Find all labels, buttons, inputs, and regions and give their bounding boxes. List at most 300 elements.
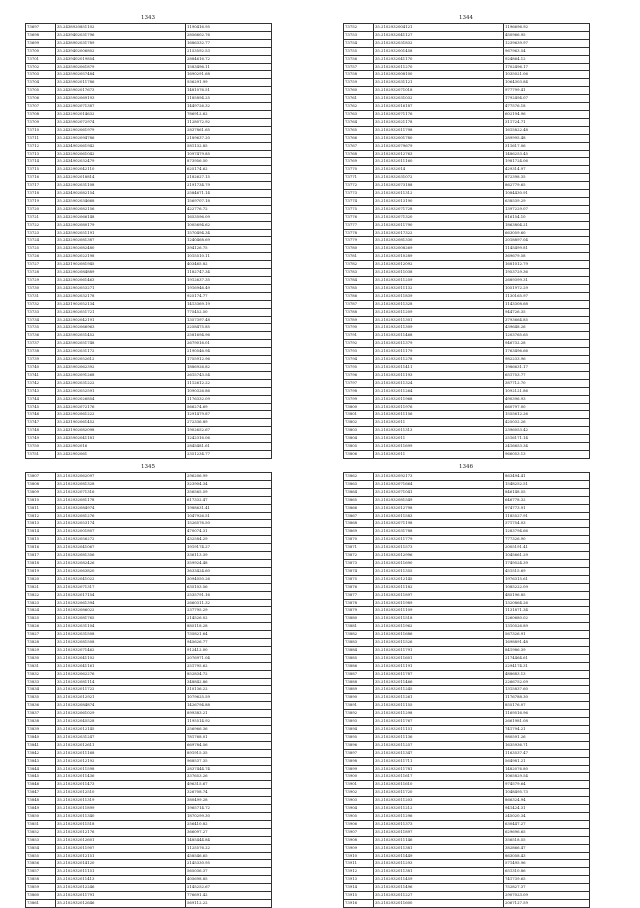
- coordinate-cell: 35.2432902066148: [56, 213, 186, 221]
- coordinate-cell: 35.2102932071041: [374, 488, 504, 496]
- coordinate-cell: 35.2432902084889: [56, 269, 186, 277]
- value-cell: 1035021.06: [504, 71, 590, 79]
- coordinate-cell: 35.2432902061: [56, 450, 186, 458]
- coordinate-cell: 35.2102932011151: [56, 868, 186, 876]
- table-row: [26, 488, 272, 496]
- row-id-cell: 73739: [26, 356, 56, 364]
- table-row: [344, 868, 590, 876]
- row-id-cell: 73871: [344, 544, 374, 552]
- row-id-cell: 73789: [344, 316, 374, 324]
- coordinate-cell: 35.2102932011598: [56, 765, 186, 773]
- coordinate-cell: 35.2102932010289: [374, 253, 504, 261]
- row-id-cell: 73722: [26, 221, 56, 229]
- coordinate-cell: 35.2102932011146: [374, 836, 504, 844]
- value-cell: 1131871.34: [504, 607, 590, 615]
- value-cell: 470074.31: [186, 528, 272, 536]
- table-row: [26, 340, 272, 348]
- row-id-cell: 73881: [344, 623, 374, 631]
- data-table: [343, 472, 590, 908]
- coordinate-cell: 35.2102932012646: [56, 899, 186, 907]
- row-id-cell: 73749: [26, 435, 56, 443]
- coordinate-cell: 35.2435902034668: [56, 197, 186, 205]
- table-row: [26, 379, 272, 387]
- row-id-cell: 73888: [344, 678, 374, 686]
- table-row: [344, 166, 590, 174]
- row-id-cell: 73814: [26, 528, 56, 536]
- row-id-cell: 73854: [26, 844, 56, 852]
- table-row: [26, 95, 272, 103]
- row-id-cell: 73772: [344, 182, 374, 190]
- value-cell: 638539.29: [504, 197, 590, 205]
- value-cell: 669784.56: [186, 741, 272, 749]
- coordinate-cell: 35.2431902081945: [56, 261, 186, 269]
- table-row: [344, 488, 590, 496]
- table-row: [26, 623, 272, 631]
- row-id-cell: 73745: [26, 403, 56, 411]
- row-id-cell: 73703: [26, 71, 56, 79]
- value-cell: 885118.28: [186, 623, 272, 631]
- row-id-cell: 73809: [26, 488, 56, 496]
- value-cell: 382866.47: [504, 844, 590, 852]
- table-row: [26, 435, 272, 443]
- row-id-cell: 73713: [26, 150, 56, 158]
- value-cell: 2884616.72: [186, 55, 272, 63]
- value-cell: 872398.35: [504, 174, 590, 182]
- value-cell: 567326.91: [504, 631, 590, 639]
- coordinate-cell: 35.2102932012145: [56, 726, 186, 734]
- value-cell: 1615822.48: [504, 126, 590, 134]
- table-row: [26, 899, 272, 907]
- coordinate-cell: 35.2102932041067: [56, 544, 186, 552]
- table-row: [26, 24, 272, 32]
- row-id-cell: 73774: [344, 197, 374, 205]
- value-cell: 617332.47: [186, 496, 272, 504]
- page-number: 1344: [459, 15, 473, 21]
- coordinate-cell: 35.2102932011379: [374, 340, 504, 348]
- coordinate-cell: 35.2432902014632: [56, 110, 186, 118]
- value-cell: 256410.82: [186, 820, 272, 828]
- document-page: [25, 463, 271, 908]
- row-id-cell: 73820: [26, 575, 56, 583]
- table-row: [344, 411, 590, 419]
- row-id-cell: 73902: [344, 789, 374, 797]
- value-cell: 356565.59: [186, 488, 272, 496]
- coordinate-cell: 35.2435902051191: [56, 229, 186, 237]
- table-row: [26, 55, 272, 63]
- coordinate-cell: 35.2102932011: [374, 419, 504, 427]
- value-cell: 2661981.08: [504, 718, 590, 726]
- value-cell: 1981724.06: [504, 158, 590, 166]
- value-cell: 1965714.72: [186, 805, 272, 813]
- row-id-cell: 73702: [26, 63, 56, 71]
- value-cell: 1681012.79: [504, 261, 590, 269]
- value-cell: 1145499.81: [504, 245, 590, 253]
- row-id-cell: 73786: [344, 292, 374, 300]
- row-id-cell: 73887: [344, 670, 374, 678]
- row-id-cell: 73915: [344, 892, 374, 900]
- row-id-cell: 73909: [344, 844, 374, 852]
- row-id-cell: 73821: [26, 583, 56, 591]
- row-id-cell: 73797: [344, 379, 374, 387]
- table-row: [26, 702, 272, 710]
- value-cell: 924864.12: [504, 55, 590, 63]
- coordinate-cell: 35.2102932011298: [374, 710, 504, 718]
- coordinate-cell: 35.2102932041170: [374, 55, 504, 63]
- row-id-cell: 73706: [26, 95, 56, 103]
- value-cell: 625174.62: [186, 166, 272, 174]
- coordinate-cell: 35.2102932081114: [56, 678, 186, 686]
- value-cell: 1084430.91: [504, 190, 590, 198]
- value-cell: 1357397.48: [186, 316, 272, 324]
- row-id-cell: 73901: [344, 781, 374, 789]
- row-id-cell: 73788: [344, 308, 374, 316]
- value-cell: 1125576.22: [186, 844, 272, 852]
- table-row: [344, 899, 590, 907]
- table-row: [26, 559, 272, 567]
- value-cell: 873956.50: [186, 158, 272, 166]
- row-id-cell: 73736: [26, 332, 56, 340]
- row-id-cell: 73832: [26, 670, 56, 678]
- coordinate-cell: 35.2102932012763: [374, 150, 504, 158]
- table-row: [344, 781, 590, 789]
- value-cell: 735821.64: [186, 631, 272, 639]
- row-id-cell: 73802: [344, 419, 374, 427]
- value-cell: 1085222.09: [504, 583, 590, 591]
- row-id-cell: 73754: [344, 39, 374, 47]
- page-number: 1343: [141, 15, 155, 21]
- table-row: [26, 654, 272, 662]
- table-row: [344, 110, 590, 118]
- coordinate-cell: 35.2102932011109: [374, 607, 504, 615]
- coordinate-cell: 35.2102932031032: [374, 95, 504, 103]
- row-id-cell: 73756: [344, 55, 374, 63]
- table-row: [344, 371, 590, 379]
- table-row: [344, 158, 590, 166]
- coordinate-cell: 35.2102932081330: [374, 237, 504, 245]
- value-cell: 380499.28: [186, 797, 272, 805]
- value-cell: 1203765.65: [504, 332, 590, 340]
- value-cell: 1755912.96: [186, 356, 272, 364]
- row-id-cell: 73759: [344, 79, 374, 87]
- value-cell: 571495.96: [504, 860, 590, 868]
- table-row: [26, 39, 272, 47]
- coordinate-cell: 35.2102932063820: [56, 567, 186, 575]
- row-id-cell: 73757: [344, 63, 374, 71]
- coordinate-cell: 35.2102932011132: [374, 284, 504, 292]
- value-cell: 1763496.66: [504, 348, 590, 356]
- value-cell: 646778.32: [504, 496, 590, 504]
- table-row: [26, 237, 272, 245]
- coordinate-cell: 35.2432902080179: [56, 221, 186, 229]
- value-cell: 2174464.61: [504, 654, 590, 662]
- row-id-cell: 73855: [26, 852, 56, 860]
- coordinate-cell: 35.2102932012921: [56, 694, 186, 702]
- row-id-cell: 73815: [26, 536, 56, 544]
- row-id-cell: 73716: [26, 174, 56, 182]
- table-row: [344, 544, 590, 552]
- row-id-cell: 73763: [344, 110, 374, 118]
- value-cell: 841986.39: [504, 646, 590, 654]
- value-cell: 651753.77: [504, 371, 590, 379]
- value-cell: 1239639.97: [504, 39, 590, 47]
- coordinate-cell: 35.2102932011313: [374, 427, 504, 435]
- coordinate-cell: 35.2102932011319: [56, 797, 186, 805]
- table-row: [344, 47, 590, 55]
- row-id-cell: 73837: [26, 710, 56, 718]
- coordinate-cell: 35.2102932071320: [374, 213, 504, 221]
- row-id-cell: 73697: [26, 24, 56, 32]
- row-id-cell: 73825: [26, 615, 56, 623]
- value-cell: 899383.21: [186, 710, 272, 718]
- table-row: [344, 126, 590, 134]
- value-cell: 974579.64: [504, 781, 590, 789]
- coordinate-cell: 35.2102932011168: [56, 749, 186, 757]
- coordinate-cell: 35.2102932011962: [374, 623, 504, 631]
- table-row: [344, 31, 590, 39]
- table-row: [26, 528, 272, 536]
- data-table: [25, 23, 272, 459]
- row-id-cell: 73869: [344, 528, 374, 536]
- coordinate-cell: 35.2435902011786: [56, 79, 186, 87]
- coordinate-cell: 35.2102932011436: [56, 773, 186, 781]
- coordinate-cell: 35.2102932011203: [374, 797, 504, 805]
- coordinate-cell: 35.2102932084974: [56, 504, 186, 512]
- row-id-cell: 73785: [344, 284, 374, 292]
- row-id-cell: 73781: [344, 253, 374, 261]
- value-cell: 602194.96: [504, 110, 590, 118]
- table-row: [344, 733, 590, 741]
- value-cell: 891915.35: [186, 749, 272, 757]
- row-id-cell: 73896: [344, 741, 374, 749]
- row-id-cell: 73911: [344, 860, 374, 868]
- value-cell: 1548252.51: [504, 480, 590, 488]
- table-row: [344, 237, 590, 245]
- table-row: [26, 765, 272, 773]
- table-row: [344, 356, 590, 364]
- value-cell: 2076971.04: [186, 654, 272, 662]
- row-id-cell: 73866: [344, 504, 374, 512]
- table-row: [26, 277, 272, 285]
- table-row: [344, 757, 590, 765]
- value-cell: 941424.31: [504, 805, 590, 813]
- table-row: [26, 599, 272, 607]
- row-id-cell: 73834: [26, 686, 56, 694]
- table-row: [344, 63, 590, 71]
- row-id-cell: 73731: [26, 292, 56, 300]
- row-id-cell: 73860: [26, 892, 56, 900]
- row-id-cell: 73856: [26, 860, 56, 868]
- table-row: [344, 79, 590, 87]
- row-id-cell: 73800: [344, 403, 374, 411]
- row-id-cell: 73755: [344, 47, 374, 55]
- table-row: [344, 363, 590, 371]
- coordinate-cell: 35.2435902069193: [56, 95, 186, 103]
- row-id-cell: 73827: [26, 631, 56, 639]
- row-id-cell: 73767: [344, 142, 374, 150]
- row-id-cell: 73771: [344, 174, 374, 182]
- table-row: [344, 292, 590, 300]
- row-id-cell: 73698: [26, 31, 56, 39]
- coordinate-cell: 35.2431902052134: [56, 300, 186, 308]
- table-row: [26, 710, 272, 718]
- table-row: [344, 387, 590, 395]
- coordinate-cell: 35.2102932071176: [374, 110, 504, 118]
- row-id-cell: 73804: [344, 435, 374, 443]
- value-cell: 816154.10: [504, 213, 590, 221]
- row-id-cell: 73723: [26, 229, 56, 237]
- row-id-cell: 73801: [344, 411, 374, 419]
- value-cell: 348842.86: [186, 678, 272, 686]
- row-id-cell: 73913: [344, 876, 374, 884]
- coordinate-cell: 35.2102932011413: [56, 876, 186, 884]
- table-row: [26, 646, 272, 654]
- coordinate-cell: 35.2102932011989: [374, 599, 504, 607]
- coordinate-cell: 35.2435902062392: [56, 363, 186, 371]
- row-id-cell: 73738: [26, 348, 56, 356]
- value-cell: 1686332.77: [186, 39, 272, 47]
- table-row: [344, 504, 590, 512]
- value-cell: 2191734.79: [186, 182, 272, 190]
- row-id-cell: 73719: [26, 197, 56, 205]
- table-row: [26, 213, 272, 221]
- table-row: [26, 868, 272, 876]
- value-cell: 752827.37: [504, 884, 590, 892]
- coordinate-cell: 35.2102932011301: [374, 316, 504, 324]
- coordinate-cell: 35.2102932011787: [374, 670, 504, 678]
- value-cell: 1792494.07: [504, 95, 590, 103]
- coordinate-cell: 35.2102932011459: [374, 876, 504, 884]
- value-cell: 3633424.60: [186, 567, 272, 575]
- table-row: [344, 646, 590, 654]
- coordinate-cell: 35.2432902071387: [56, 103, 186, 111]
- coordinate-cell: 35.2432902061222: [56, 411, 186, 419]
- table-row: [344, 876, 590, 884]
- value-cell: 394126.75: [186, 245, 272, 253]
- table-row: [26, 63, 272, 71]
- coordinate-cell: 35.2102932011270: [374, 63, 504, 71]
- table-row: [344, 450, 590, 458]
- table-row: [26, 773, 272, 781]
- row-id-cell: 73780: [344, 245, 374, 253]
- row-id-cell: 73744: [26, 395, 56, 403]
- table-row: [344, 39, 590, 47]
- coordinate-cell: 35.2102932011227: [374, 892, 504, 900]
- table-row: [26, 575, 272, 583]
- value-cell: 1569707.18: [186, 197, 272, 205]
- value-cell: 405698.85: [186, 876, 272, 884]
- coordinate-cell: 35.2102932011600: [374, 899, 504, 907]
- row-id-cell: 73877: [344, 591, 374, 599]
- row-id-cell: 73895: [344, 733, 374, 741]
- coordinate-cell: 35.2102932011151: [374, 726, 504, 734]
- row-id-cell: 73831: [26, 662, 56, 670]
- row-id-cell: 73853: [26, 836, 56, 844]
- table-row: [26, 473, 272, 481]
- row-id-cell: 73841: [26, 741, 56, 749]
- row-id-cell: 73863: [344, 480, 374, 488]
- table-row: [344, 55, 590, 63]
- table-row: [26, 205, 272, 213]
- row-id-cell: 73790: [344, 324, 374, 332]
- value-cell: 1190416.95: [186, 24, 272, 32]
- row-id-cell: 73735: [26, 324, 56, 332]
- table-row: [344, 182, 590, 190]
- row-id-cell: 73890: [344, 694, 374, 702]
- row-id-cell: 73824: [26, 607, 56, 615]
- data-table: [343, 23, 590, 459]
- table-row: [26, 316, 272, 324]
- table-row: [344, 749, 590, 757]
- row-id-cell: 73892: [344, 710, 374, 718]
- coordinate-cell: 35.2102932012246: [56, 884, 186, 892]
- value-cell: 2845481.61: [186, 443, 272, 451]
- table-row: [344, 583, 590, 591]
- coordinate-cell: 35.2102932011791: [56, 892, 186, 900]
- coordinate-cell: 35.2438920851102: [56, 24, 186, 32]
- row-id-cell: 73822: [26, 591, 56, 599]
- value-cell: 1526576.50: [186, 520, 272, 528]
- coordinate-cell: 35.2102932012601: [56, 836, 186, 844]
- table-row: [344, 229, 590, 237]
- coordinate-cell: 35.2432902052612: [56, 356, 186, 364]
- value-cell: 967963.54: [504, 47, 590, 55]
- value-cell: 251795.62: [186, 662, 272, 670]
- coordinate-cell: 35.2102932011257: [374, 741, 504, 749]
- table-row: [344, 245, 590, 253]
- coordinate-cell: 35.2102932011381: [374, 868, 504, 876]
- coordinate-cell: 35.2102932011293: [374, 860, 504, 868]
- row-id-cell: 73795: [344, 363, 374, 371]
- table-row: [26, 118, 272, 126]
- value-cell: 490396.93: [504, 395, 590, 403]
- row-id-cell: 73845: [26, 773, 56, 781]
- value-cell: 776691.42: [186, 892, 272, 900]
- value-cell: 237795.29: [186, 607, 272, 615]
- row-id-cell: 73846: [26, 781, 56, 789]
- row-id-cell: 73884: [344, 646, 374, 654]
- table-row: [344, 340, 590, 348]
- coordinate-cell: 35.2102932001458: [374, 47, 504, 55]
- table-row: [26, 615, 272, 623]
- table-row: [26, 876, 272, 884]
- coordinate-cell: 35.2102932011686: [374, 631, 504, 639]
- row-id-cell: 73836: [26, 702, 56, 710]
- value-cell: 1426794.88: [186, 702, 272, 710]
- table-row: [26, 520, 272, 528]
- row-id-cell: 73830: [26, 654, 56, 662]
- row-id-cell: 73864: [344, 488, 374, 496]
- coordinate-cell: 35.2102932011897: [374, 828, 504, 836]
- value-cell: 925174.77: [186, 292, 272, 300]
- table-row: [26, 552, 272, 560]
- table-row: [344, 828, 590, 836]
- row-id-cell: 73748: [26, 427, 56, 435]
- row-id-cell: 73778: [344, 229, 374, 237]
- table-row: [344, 678, 590, 686]
- table-row: [26, 631, 272, 639]
- value-cell: 432584.29: [186, 536, 272, 544]
- table-row: [344, 253, 590, 261]
- table-row: [26, 395, 272, 403]
- table-row: [26, 324, 272, 332]
- row-id-cell: 73768: [344, 150, 374, 158]
- coordinate-cell: 35.2435902017673: [56, 87, 186, 95]
- row-id-cell: 73740: [26, 363, 56, 371]
- value-cell: 403465.82: [186, 261, 272, 269]
- table-row: [26, 158, 272, 166]
- coordinate-cell: 35.2432902052591: [56, 387, 186, 395]
- row-id-cell: 73839: [26, 726, 56, 734]
